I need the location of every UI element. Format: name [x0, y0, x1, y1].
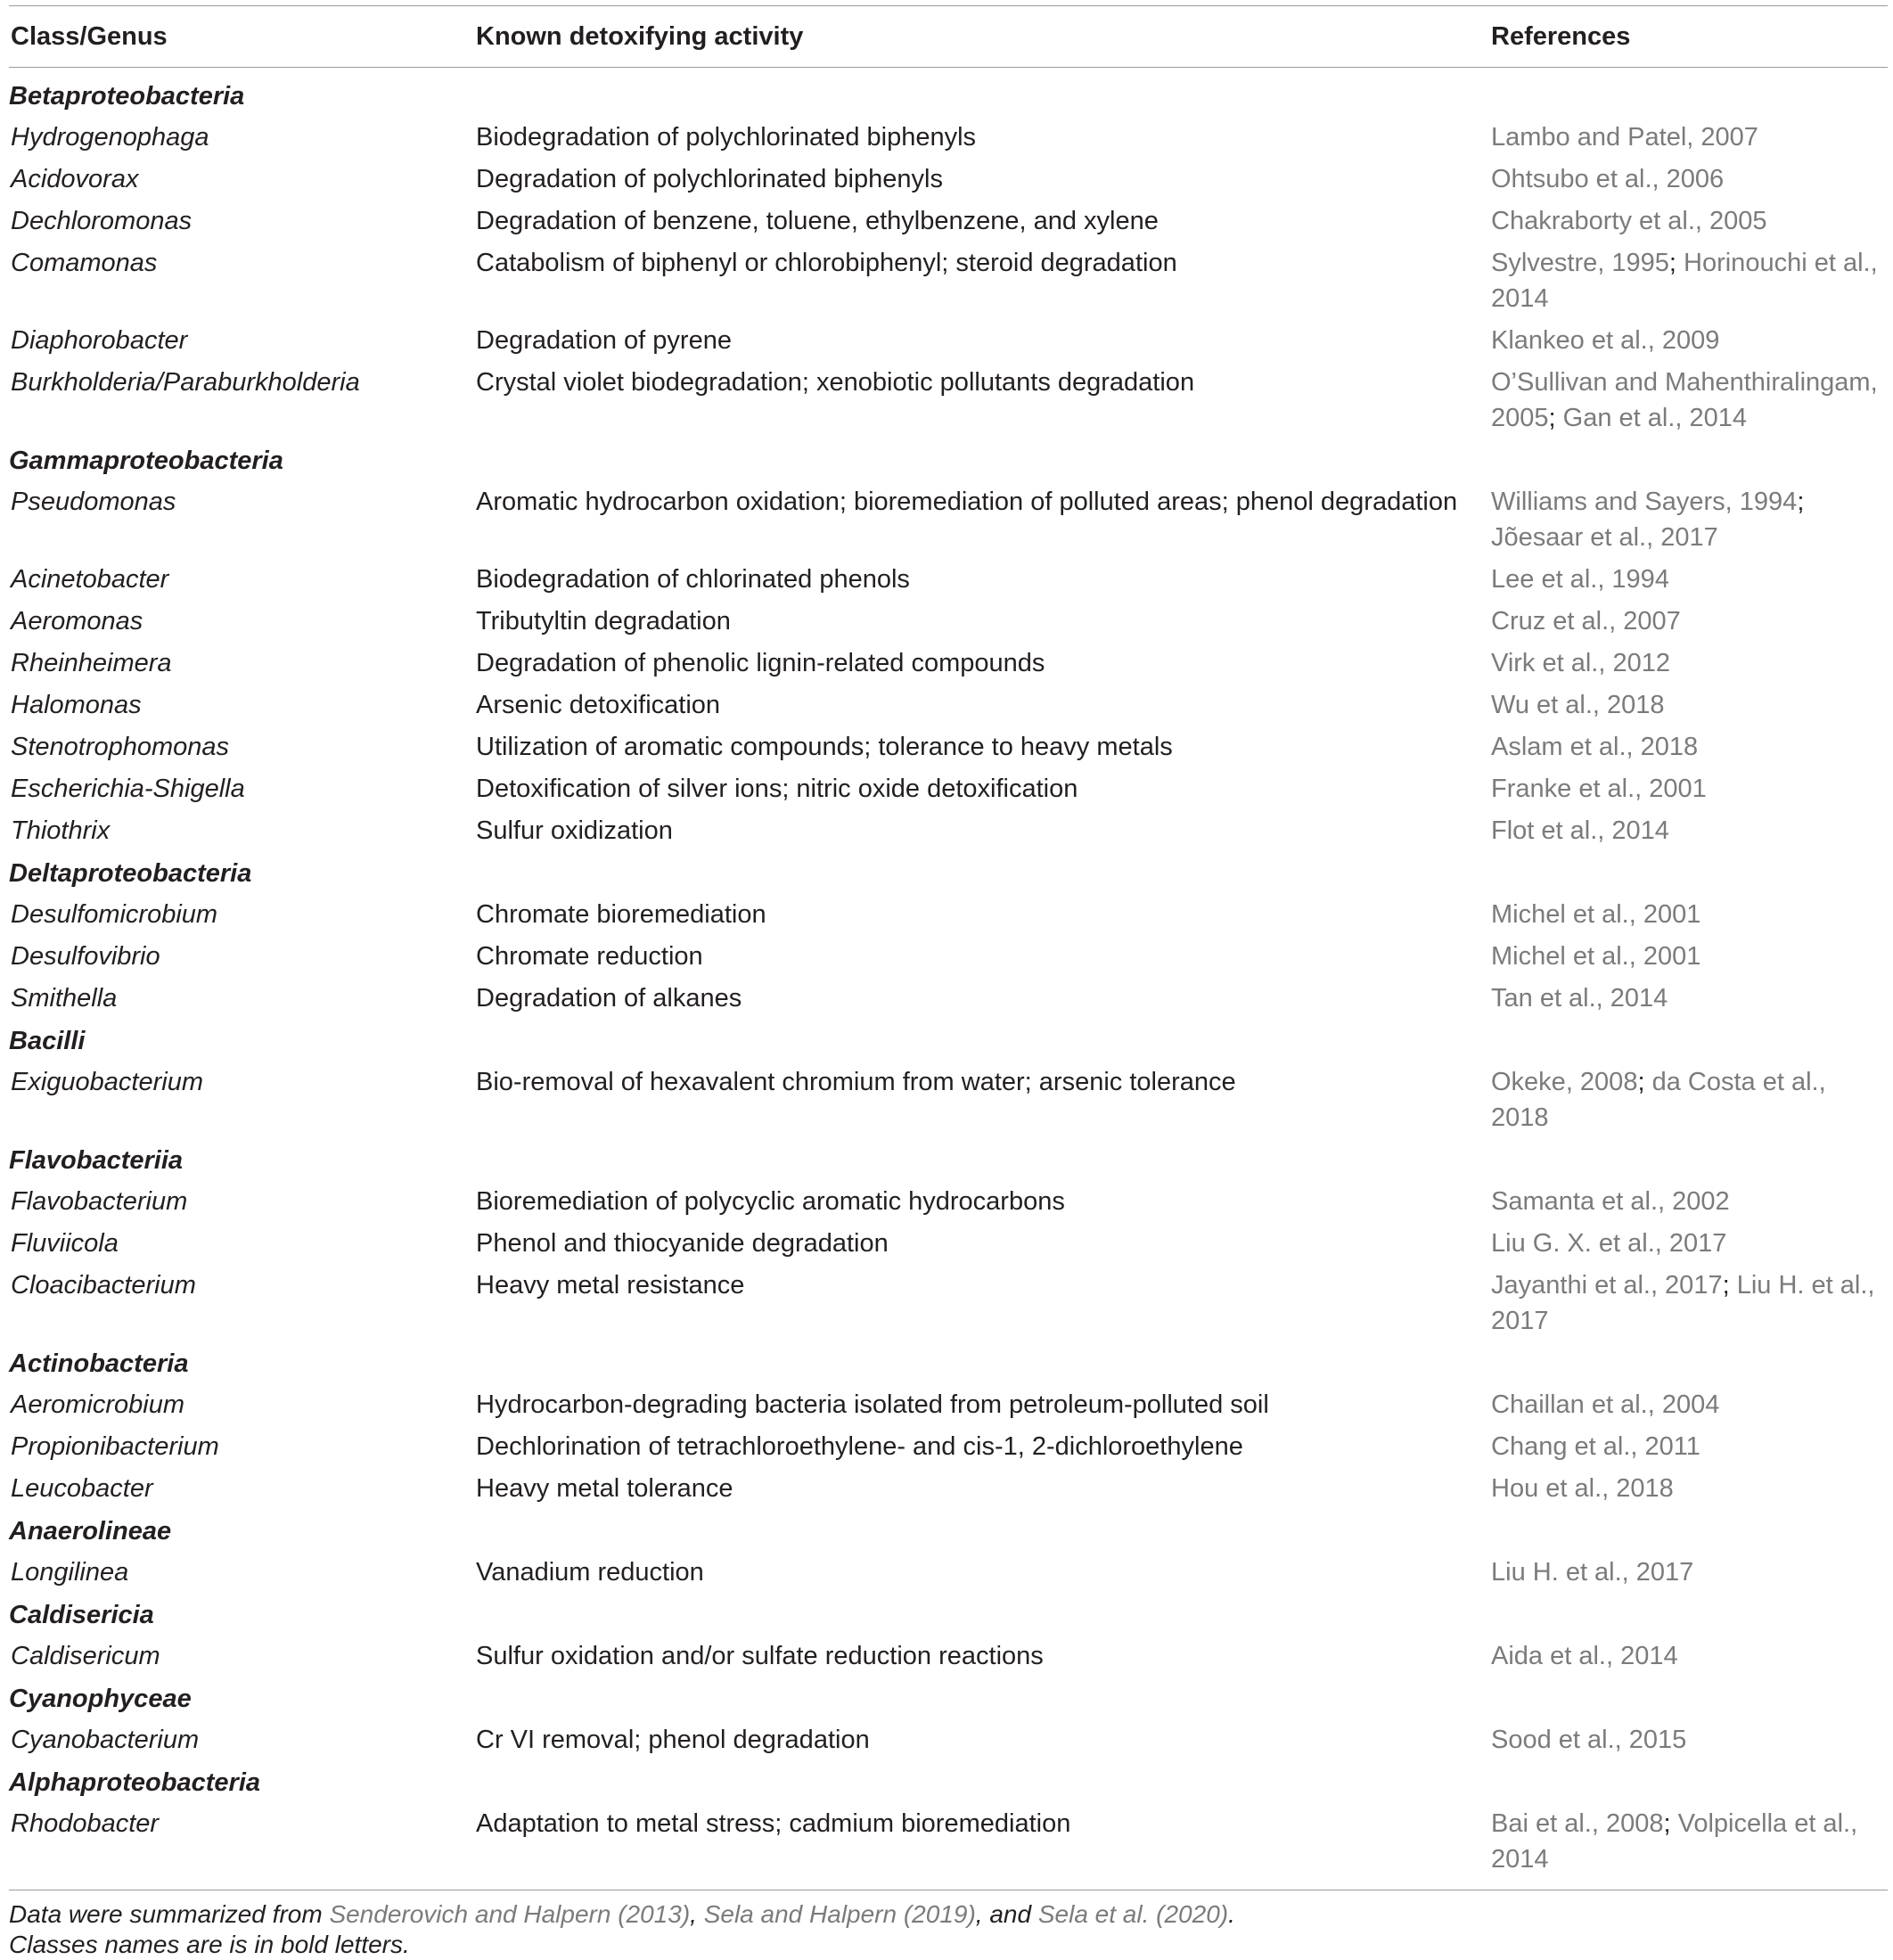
reference-link[interactable]: Cruz et al., 2007	[1491, 607, 1681, 636]
activity-cell: Phenol and thiocyanide degradation	[476, 1229, 889, 1258]
reference-link[interactable]: Hou et al., 2018	[1491, 1474, 1674, 1503]
activity-cell: Chromate bioremediation	[476, 900, 766, 929]
reference-link[interactable]: Michel et al., 2001	[1491, 900, 1701, 929]
activity-cell: Heavy metal resistance	[476, 1271, 745, 1300]
reference-link[interactable]: Wu et al., 2018	[1491, 691, 1665, 719]
genus-cell: Caldisericum	[11, 1642, 160, 1670]
class-heading-row: Alphaproteobacteria	[9, 1767, 260, 1797]
genus-cell: Hydrogenophaga	[11, 123, 209, 152]
genus-cell: Stenotrophomonas	[11, 733, 230, 761]
footnote-ref-link[interactable]: Senderovich and Halpern (2013)	[329, 1900, 691, 1928]
activity-cell: Degradation of benzene, toluene, ethylbenzene, and xylene	[476, 207, 1159, 235]
footnote-suffix: .	[1228, 1900, 1235, 1928]
reference-link[interactable]: Chaillan et al., 2004	[1491, 1390, 1720, 1419]
table-row	[9, 1062, 1888, 1139]
footnote-line-2: Classes names are is in bold letters.	[9, 1931, 410, 1958]
references-cell	[1489, 601, 1888, 643]
references-cell	[1489, 768, 1888, 810]
reference-separator: ;	[1668, 249, 1684, 277]
genus-cell: Aeromonas	[11, 607, 143, 636]
genus-cell: Rhodobacter	[11, 1809, 160, 1838]
class-heading-row: Anaerolineae	[9, 1516, 172, 1546]
genus-cell: Burkholderia/Paraburkholderia	[11, 368, 360, 397]
table-footnote	[9, 1890, 1888, 1960]
table-row	[9, 810, 1888, 852]
footnote-prefix: Data were summarized from	[9, 1900, 330, 1928]
activity-cell: Tributyltin degradation	[476, 607, 731, 636]
genus-cell: Aeromicrobium	[11, 1390, 184, 1419]
references-cell	[1489, 643, 1888, 685]
genus-cell: Longilinea	[11, 1558, 129, 1587]
reference-link[interactable]: Flot et al., 2014	[1491, 816, 1669, 845]
genus-cell: Desulfovibrio	[11, 942, 160, 971]
table-row	[9, 481, 1888, 559]
references-cell	[1489, 1468, 1888, 1510]
references-cell	[1489, 1181, 1888, 1223]
activity-cell: Aromatic hydrocarbon oxidation; bioremediation of polluted areas; phenol degradation	[476, 488, 1458, 516]
genus-cell: Acinetobacter	[11, 565, 169, 594]
reference-link[interactable]: Volpicella et al., 2014	[1491, 1809, 1858, 1874]
reference-link[interactable]: Okeke, 2008	[1491, 1068, 1638, 1096]
table-row	[9, 726, 1888, 768]
reference-link[interactable]: Horinouchi et al., 2014	[1491, 249, 1878, 313]
activity-cell: Bioremediation of polycyclic aromatic hydrocarbons	[476, 1187, 1065, 1216]
activity-cell: Biodegradation of chlorinated phenols	[476, 565, 910, 594]
reference-link[interactable]: Jayanthi et al., 2017	[1491, 1271, 1723, 1300]
activity-cell: Degradation of pyrene	[476, 326, 732, 355]
reference-link[interactable]: O’Sullivan and Mahenthiralingam, 2005	[1491, 368, 1878, 432]
table-row	[9, 242, 1888, 320]
table-row	[9, 320, 1888, 362]
table-row	[9, 1468, 1888, 1510]
genus-cell: Desulfomicrobium	[11, 900, 218, 929]
references-cell	[1489, 978, 1888, 1020]
genus-cell: Comamonas	[11, 249, 158, 277]
references-cell	[1489, 936, 1888, 978]
class-heading-row: Flavobacteriia	[9, 1145, 184, 1175]
data-table	[9, 5, 1888, 1960]
references-cell	[1489, 810, 1888, 852]
references-cell	[1489, 1426, 1888, 1468]
activity-cell: Sulfur oxidization	[476, 816, 673, 845]
table-row	[9, 201, 1888, 242]
activity-cell: Adaptation to metal stress; cadmium bioremediation	[476, 1809, 1071, 1838]
activity-cell: Degradation of polychlorinated biphenyls	[476, 165, 943, 193]
table-row	[9, 117, 1888, 159]
reference-link[interactable]: Sylvestre, 1995	[1491, 249, 1669, 277]
footnote-separator: ,	[690, 1900, 704, 1928]
activity-cell: Sulfur oxidation and/or sulfate reduction reactions	[476, 1642, 1044, 1670]
reference-link[interactable]: Klankeo et al., 2009	[1491, 326, 1720, 355]
footnote-line-1	[9, 1899, 1888, 1930]
class-heading-row: Gammaproteobacteria	[9, 446, 283, 475]
table-row	[9, 643, 1888, 685]
reference-link[interactable]: Gan et al., 2014	[1562, 404, 1748, 432]
reference-link[interactable]: Bai et al., 2008	[1491, 1809, 1664, 1838]
references-cell	[1489, 726, 1888, 768]
header-references: References	[1491, 21, 1631, 51]
references-cell	[1489, 1636, 1888, 1677]
table-row	[9, 1552, 1888, 1594]
reference-link[interactable]: Chang et al., 2011	[1491, 1432, 1700, 1461]
reference-separator: ;	[1797, 488, 1805, 516]
header-activity: Known detoxifying activity	[476, 21, 804, 51]
genus-cell: Dechloromonas	[11, 207, 193, 235]
genus-cell: Cloacibacterium	[11, 1271, 196, 1300]
activity-cell: Bio-removal of hexavalent chromium from water; arsenic tolerance	[476, 1068, 1236, 1096]
class-heading-row: Cyanophyceae	[9, 1684, 192, 1713]
reference-link[interactable]: Samanta et al., 2002	[1491, 1187, 1730, 1216]
table-row	[9, 1181, 1888, 1223]
reference-link[interactable]: Franke et al., 2001	[1491, 775, 1707, 803]
activity-cell: Hydrocarbon-degrading bacteria isolated from petroleum-polluted soil	[476, 1390, 1269, 1419]
references-cell	[1489, 159, 1888, 201]
genus-cell: Acidovorax	[11, 165, 139, 193]
table-row	[9, 768, 1888, 810]
class-heading-row: Deltaproteobacteria	[9, 858, 252, 888]
reference-separator: ;	[1663, 1809, 1678, 1838]
genus-cell: Cyanobacterium	[11, 1726, 200, 1754]
reference-link[interactable]: Chakraborty et al., 2005	[1491, 207, 1767, 235]
references-cell	[1489, 320, 1888, 362]
header-class-genus: Class/Genus	[11, 21, 168, 51]
reference-link[interactable]: Aida et al., 2014	[1491, 1642, 1678, 1670]
genus-cell: Flavobacterium	[11, 1187, 188, 1216]
footnote-ref-link[interactable]: Sela and Halpern (2019)	[703, 1900, 976, 1928]
table-row	[9, 685, 1888, 726]
table-row	[9, 159, 1888, 201]
reference-link[interactable]: Jõesaar et al., 2017	[1491, 523, 1718, 552]
footnote-ref-link[interactable]: Sela et al. (2020)	[1037, 1900, 1229, 1928]
references-cell	[1489, 1803, 1888, 1881]
table-row	[9, 1426, 1888, 1468]
references-cell	[1489, 1719, 1888, 1761]
table-row	[9, 1223, 1888, 1265]
reference-link[interactable]: Williams and Sayers, 1994	[1491, 488, 1798, 516]
genus-cell: Thiothrix	[11, 816, 111, 845]
table-row	[9, 601, 1888, 643]
references-cell	[1489, 117, 1888, 159]
references-cell	[1489, 1062, 1888, 1139]
table-row	[9, 1803, 1888, 1881]
genus-cell: Rheinheimera	[11, 649, 172, 677]
genus-cell: Propionibacterium	[11, 1432, 219, 1461]
table-body	[9, 68, 1888, 1881]
activity-cell: Biodegradation of polychlorinated biphenyls	[476, 123, 977, 152]
reference-link[interactable]: Sood et al., 2015	[1491, 1726, 1687, 1754]
table-row	[9, 1384, 1888, 1426]
references-cell	[1489, 559, 1888, 601]
activity-cell: Crystal violet biodegradation; xenobiotic pollutants degradation	[476, 368, 1195, 397]
references-cell	[1489, 685, 1888, 726]
references-cell	[1489, 1384, 1888, 1426]
activity-cell: Heavy metal tolerance	[476, 1474, 733, 1503]
genus-cell: Fluviicola	[11, 1229, 119, 1258]
reference-link[interactable]: Aslam et al., 2018	[1491, 733, 1699, 761]
table-row	[9, 936, 1888, 978]
activity-cell: Vanadium reduction	[476, 1558, 704, 1587]
footnote-separator: , and	[975, 1900, 1038, 1928]
reference-link[interactable]: Liu G. X. et al., 2017	[1491, 1229, 1727, 1258]
table-header-row	[9, 6, 1888, 67]
genus-cell: Leucobacter	[11, 1474, 153, 1503]
genus-cell: Diaphorobacter	[11, 326, 188, 355]
references-cell	[1489, 1223, 1888, 1265]
reference-link[interactable]: Virk et al., 2012	[1491, 649, 1670, 677]
table-row	[9, 894, 1888, 936]
table-row	[9, 362, 1888, 439]
table-row	[9, 1636, 1888, 1677]
reference-link[interactable]: Liu H. et al., 2017	[1491, 1271, 1875, 1335]
reference-separator: ;	[1722, 1271, 1737, 1300]
activity-cell: Dechlorination of tetrachloroethylene- and cis-1, 2-dichloroethylene	[476, 1432, 1243, 1461]
reference-link[interactable]: da Costa et al., 2018	[1491, 1068, 1826, 1132]
class-heading-row: Actinobacteria	[9, 1349, 189, 1378]
references-cell	[1489, 242, 1888, 320]
reference-separator: ;	[1548, 404, 1563, 432]
activity-cell: Detoxification of silver ions; nitric oxide detoxification	[476, 775, 1078, 803]
reference-link[interactable]: Lambo and Patel, 2007	[1491, 123, 1758, 152]
references-cell	[1489, 894, 1888, 936]
genus-cell: Smithella	[11, 984, 118, 1013]
table-row	[9, 559, 1888, 601]
references-cell	[1489, 362, 1888, 439]
reference-link[interactable]: Ohtsubo et al., 2006	[1491, 165, 1725, 193]
table-row	[9, 1719, 1888, 1761]
activity-cell: Arsenic detoxification	[476, 691, 721, 719]
references-cell	[1489, 1265, 1888, 1342]
activity-cell: Catabolism of biphenyl or chlorobiphenyl; steroid degradation	[476, 249, 1177, 277]
references-cell	[1489, 1552, 1888, 1594]
table-row	[9, 1265, 1888, 1342]
reference-link[interactable]: Michel et al., 2001	[1491, 942, 1701, 971]
references-cell	[1489, 201, 1888, 242]
activity-cell: Degradation of alkanes	[476, 984, 742, 1013]
activity-cell: Utilization of aromatic compounds; tolerance to heavy metals	[476, 733, 1173, 761]
activity-cell: Cr VI removal; phenol degradation	[476, 1726, 870, 1754]
activity-cell: Chromate reduction	[476, 942, 703, 971]
genus-cell: Pseudomonas	[11, 488, 176, 516]
genus-cell: Exiguobacterium	[11, 1068, 203, 1096]
reference-link[interactable]: Liu H. et al., 2017	[1491, 1558, 1694, 1587]
class-heading-row: Bacilli	[9, 1026, 86, 1055]
reference-link[interactable]: Tan et al., 2014	[1491, 984, 1668, 1013]
reference-separator: ;	[1637, 1068, 1652, 1096]
genus-cell: Halomonas	[11, 691, 142, 719]
references-cell	[1489, 481, 1888, 559]
genus-cell: Escherichia-Shigella	[11, 775, 245, 803]
activity-cell: Degradation of phenolic lignin-related compounds	[476, 649, 1045, 677]
class-heading-row: Caldisericia	[9, 1600, 154, 1629]
class-heading-row: Betaproteobacteria	[9, 81, 245, 111]
reference-link[interactable]: Lee et al., 1994	[1491, 565, 1669, 594]
table-row	[9, 978, 1888, 1020]
